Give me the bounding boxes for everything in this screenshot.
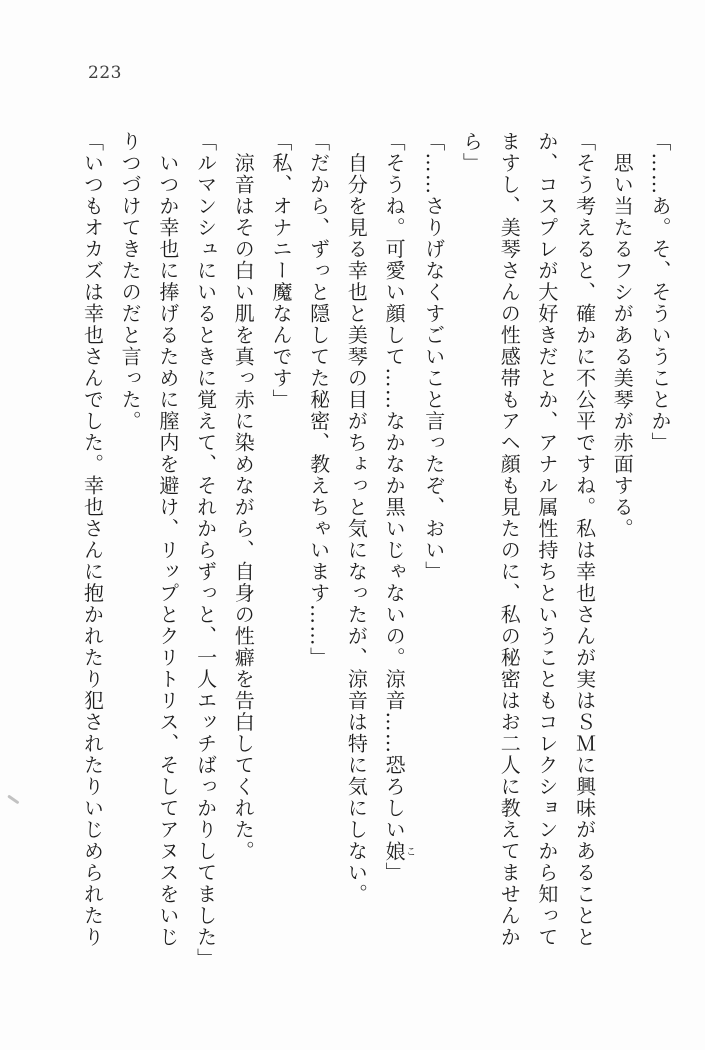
text-line-16: 「いつもオカズは幸也さんでした。幸也さんに抱かれたり犯されたりいじめられたり xyxy=(80,131,105,948)
text-line-3: 「そう考えると、確かに不公平ですね。私は幸也さんが実はＳＭに興味があることと xyxy=(572,131,597,948)
page-number: 223 xyxy=(88,63,122,83)
scan-artifact-mark xyxy=(7,794,19,804)
text-line-12: 涼音はその白い肌を真っ赤に染めながら、自身の性癖を告白してくれた。 xyxy=(231,131,256,862)
text-line-15: りつづけてきたのだと言った。 xyxy=(118,131,143,432)
text-line-9: 自分を見る幸也と美琴の目がちょっと気になったが、涼音は特に気にしない。 xyxy=(344,131,369,905)
text-line-1: 「……あ。そ、そういうことか」 xyxy=(648,131,672,454)
text-line-13: 「ルマンシュにいるときに覚えて、それからずっと、一人エッチばっかりしてました」 xyxy=(193,131,218,970)
text-line-7: 「……さりげなくすごいこと言ったぞ、おい」 xyxy=(421,131,446,583)
text-line-2: 思い当たるフシがある美琴が赤面する。 xyxy=(610,131,635,540)
text-line-4: か、コスプレが大好きだとか、アナル属性持ちということもコレクションから知って xyxy=(534,131,559,948)
text-line-6: ら」 xyxy=(459,131,484,174)
text-line-10: 「だから、ずっと隠してた秘密、教えちゃいます……」 xyxy=(306,131,331,669)
text-line-11: 「私、オナニー魔なんです」 xyxy=(268,131,293,411)
text-line-14: いつか幸也に捧げるために膣内を避け、リップとクリトリス、そしてアヌスをいじ xyxy=(155,131,180,948)
text-line-5: ますし、美琴さんの性感帯もアヘ顔も見たのに、私の秘密はお二人に教えてませんか xyxy=(497,131,522,948)
text-line-8: 「そうね。可愛い顔して……なかなか黒いじゃないの。涼音……恐ろしい娘こ」 xyxy=(382,131,415,884)
text-block xyxy=(73,131,678,970)
ruby-annotation: 娘こ xyxy=(382,840,415,862)
